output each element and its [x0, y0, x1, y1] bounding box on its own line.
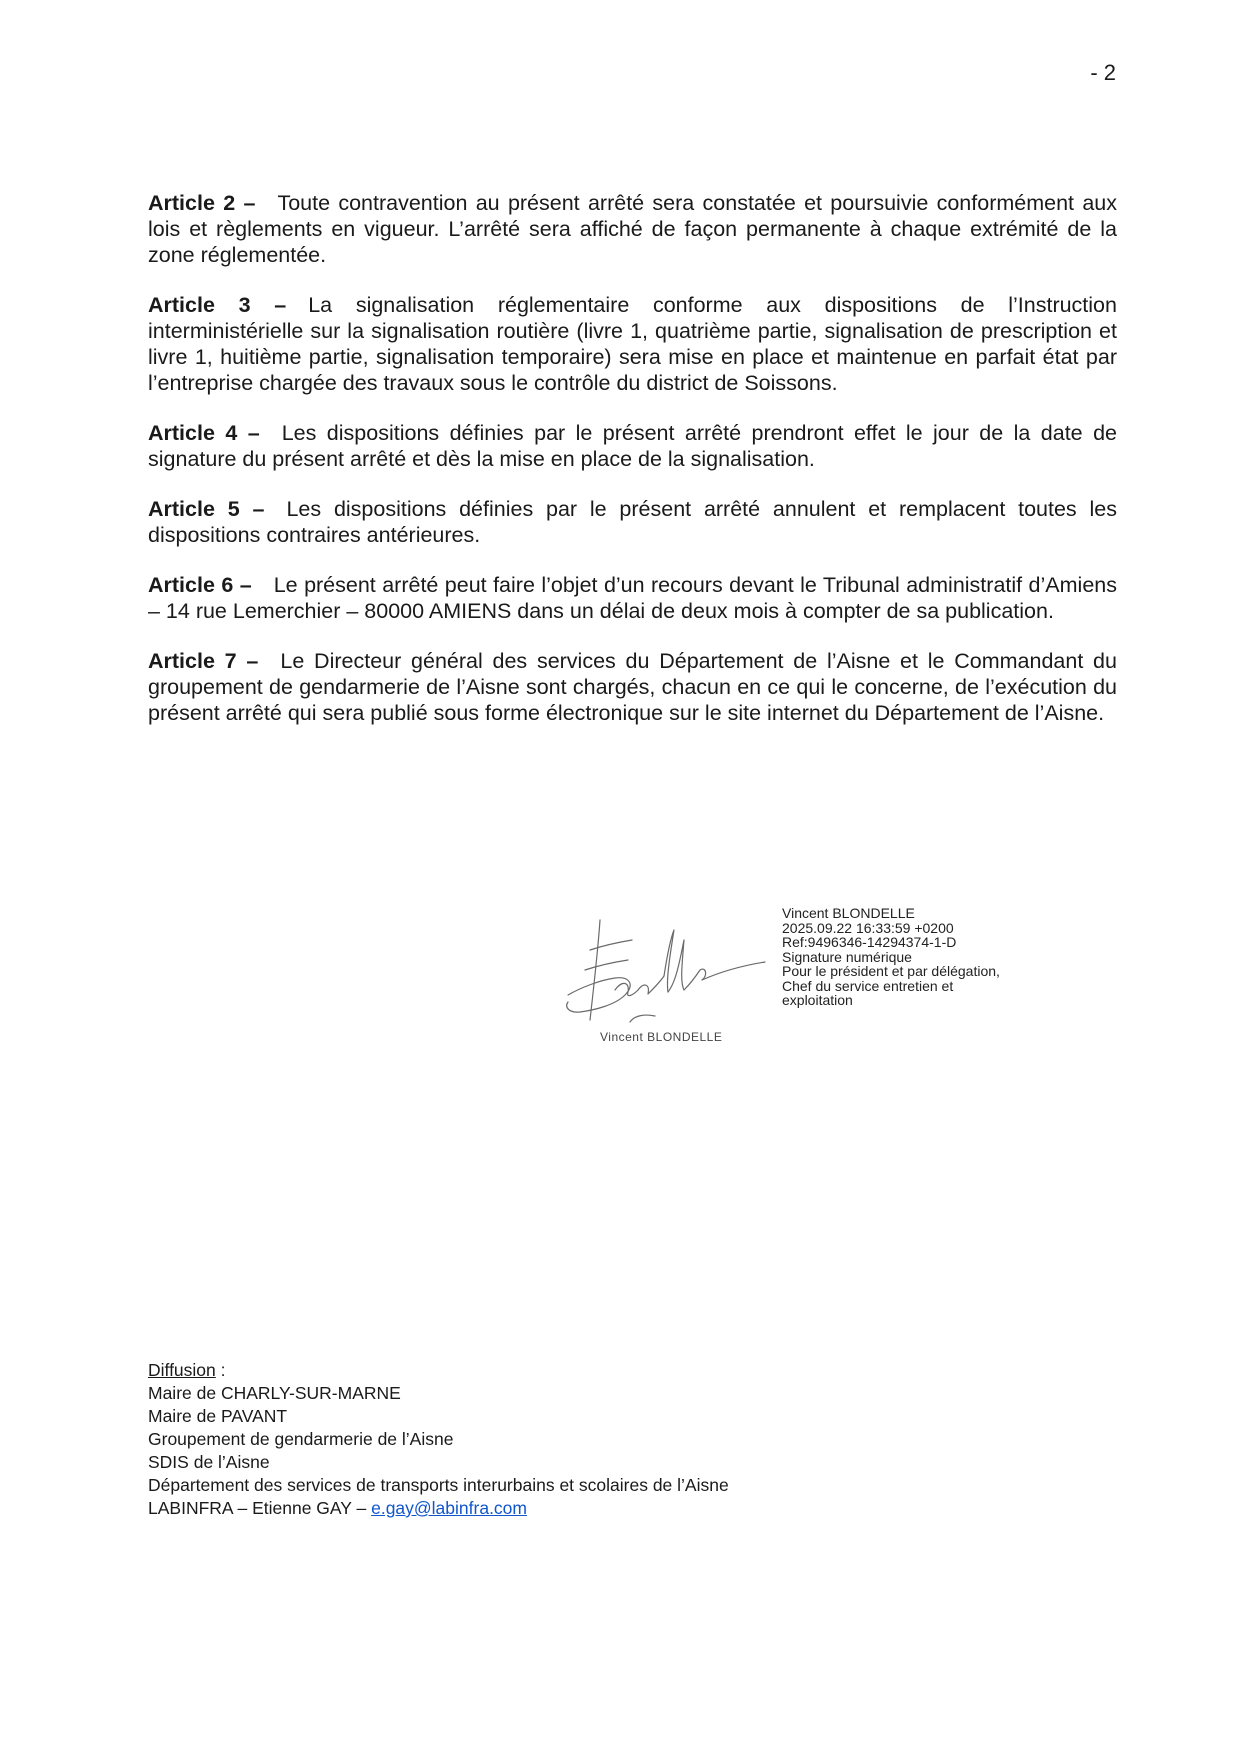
recipient-item: SDIS de l’Aisne [148, 1452, 270, 1472]
article-dash: – [246, 649, 259, 673]
article-text: Le présent arrêté peut faire l’objet d’un recours devant le Tribunal administratif d’Amiens – 14 rue Lemerchier – 80000 AMIENS dans un délai de deux mois à compter de sa publication. [148, 573, 1117, 623]
diffusion-heading-label: Diffusion [148, 1360, 216, 1380]
articles-section [148, 190, 1117, 750]
article-label: Article 7 [148, 649, 237, 673]
recipient-item: Maire de PAVANT [148, 1406, 288, 1426]
recipient-item: Groupement de gendarmerie de l’Aisne [148, 1429, 454, 1449]
diffusion-heading [148, 1359, 729, 1382]
article-5 [148, 496, 1117, 548]
article-dash: – [252, 497, 265, 521]
article-label: Article 4 [148, 421, 238, 445]
email-link[interactable]: e.gay@labinfra.com [371, 1498, 527, 1518]
article-label: Article 6 [148, 573, 234, 597]
article-6 [148, 572, 1117, 624]
article-text: La signalisation réglementaire conforme aux dispositions de l’Instruction interministérielle sur la signalisation routière (livre 1, quatrième partie, signalisation de prescription et livre 1, huitième partie, signalisation temporaire) sera mise en place et maintenue en parfait état par l’entreprise chargée des travaux sous le contrôle du district de Soissons. [148, 293, 1117, 395]
signature-line: 2025.09.22 16:33:59 +0200 [782, 919, 954, 936]
article-text: Toute contravention au présent arrêté sera constatée et poursuivie conformément aux lois et règlements en vigueur. L’arrêté sera affiché de façon permanente à chaque extrémité de la zone réglementée. [148, 191, 1117, 267]
digital-signature-block [782, 906, 1000, 1008]
signature-line: Pour le président et par délégation, [782, 963, 1000, 979]
signature-line: exploitation [782, 992, 853, 1008]
article-label: Article 2 [148, 191, 236, 215]
signature-line: Signature numérique [782, 948, 912, 965]
recipient-item: Maire de CHARLY-SUR-MARNE [148, 1383, 401, 1403]
recipient-item: Département des services de transports interurbains et scolaires de l’Aisne [148, 1475, 729, 1495]
handwritten-signature [560, 910, 770, 1050]
article-text: Les dispositions définies par le présent arrêté annulent et remplacent toutes les dispositions contraires antérieures. [148, 497, 1117, 547]
article-dash: – [274, 293, 287, 317]
signature-line: Chef du service entretien et [782, 977, 954, 994]
recipient-prefix: LABINFRA – Etienne GAY – [148, 1498, 372, 1518]
article-text: Le Directeur général des services du Département de l’Aisne et le Commandant du groupement de gendarmerie de l’Aisne sont chargés, chacun en ce qui le concerne, de l’exécution du présent arrêté qui sera publié sous forme électronique sur le site internet du Département de l’Aisne. [148, 649, 1117, 725]
article-3 [148, 292, 1117, 396]
diffusion-list [148, 1359, 729, 1520]
signature-line: Ref:9496346-14294374-1-D [782, 934, 957, 950]
article-dash: – [243, 191, 256, 215]
article-7 [148, 648, 1117, 726]
article-4 [148, 420, 1117, 472]
article-label: Article 3 [148, 293, 251, 317]
signature-line: Vincent BLONDELLE [782, 905, 915, 921]
article-dash: – [239, 573, 252, 597]
article-2 [148, 190, 1117, 268]
recipient-item [148, 1497, 729, 1520]
article-text: Les dispositions définies par le présent arrêté prendront effet le jour de la date de signature du présent arrêté et dès la mise en place de la signalisation. [148, 421, 1117, 471]
article-label: Article 5 [148, 497, 240, 521]
page-number: - 2 [1090, 60, 1116, 85]
article-dash: – [247, 421, 260, 445]
signature-name-caption: Vincent BLONDELLE [600, 1030, 723, 1044]
diffusion-heading-suffix: : [215, 1360, 226, 1380]
